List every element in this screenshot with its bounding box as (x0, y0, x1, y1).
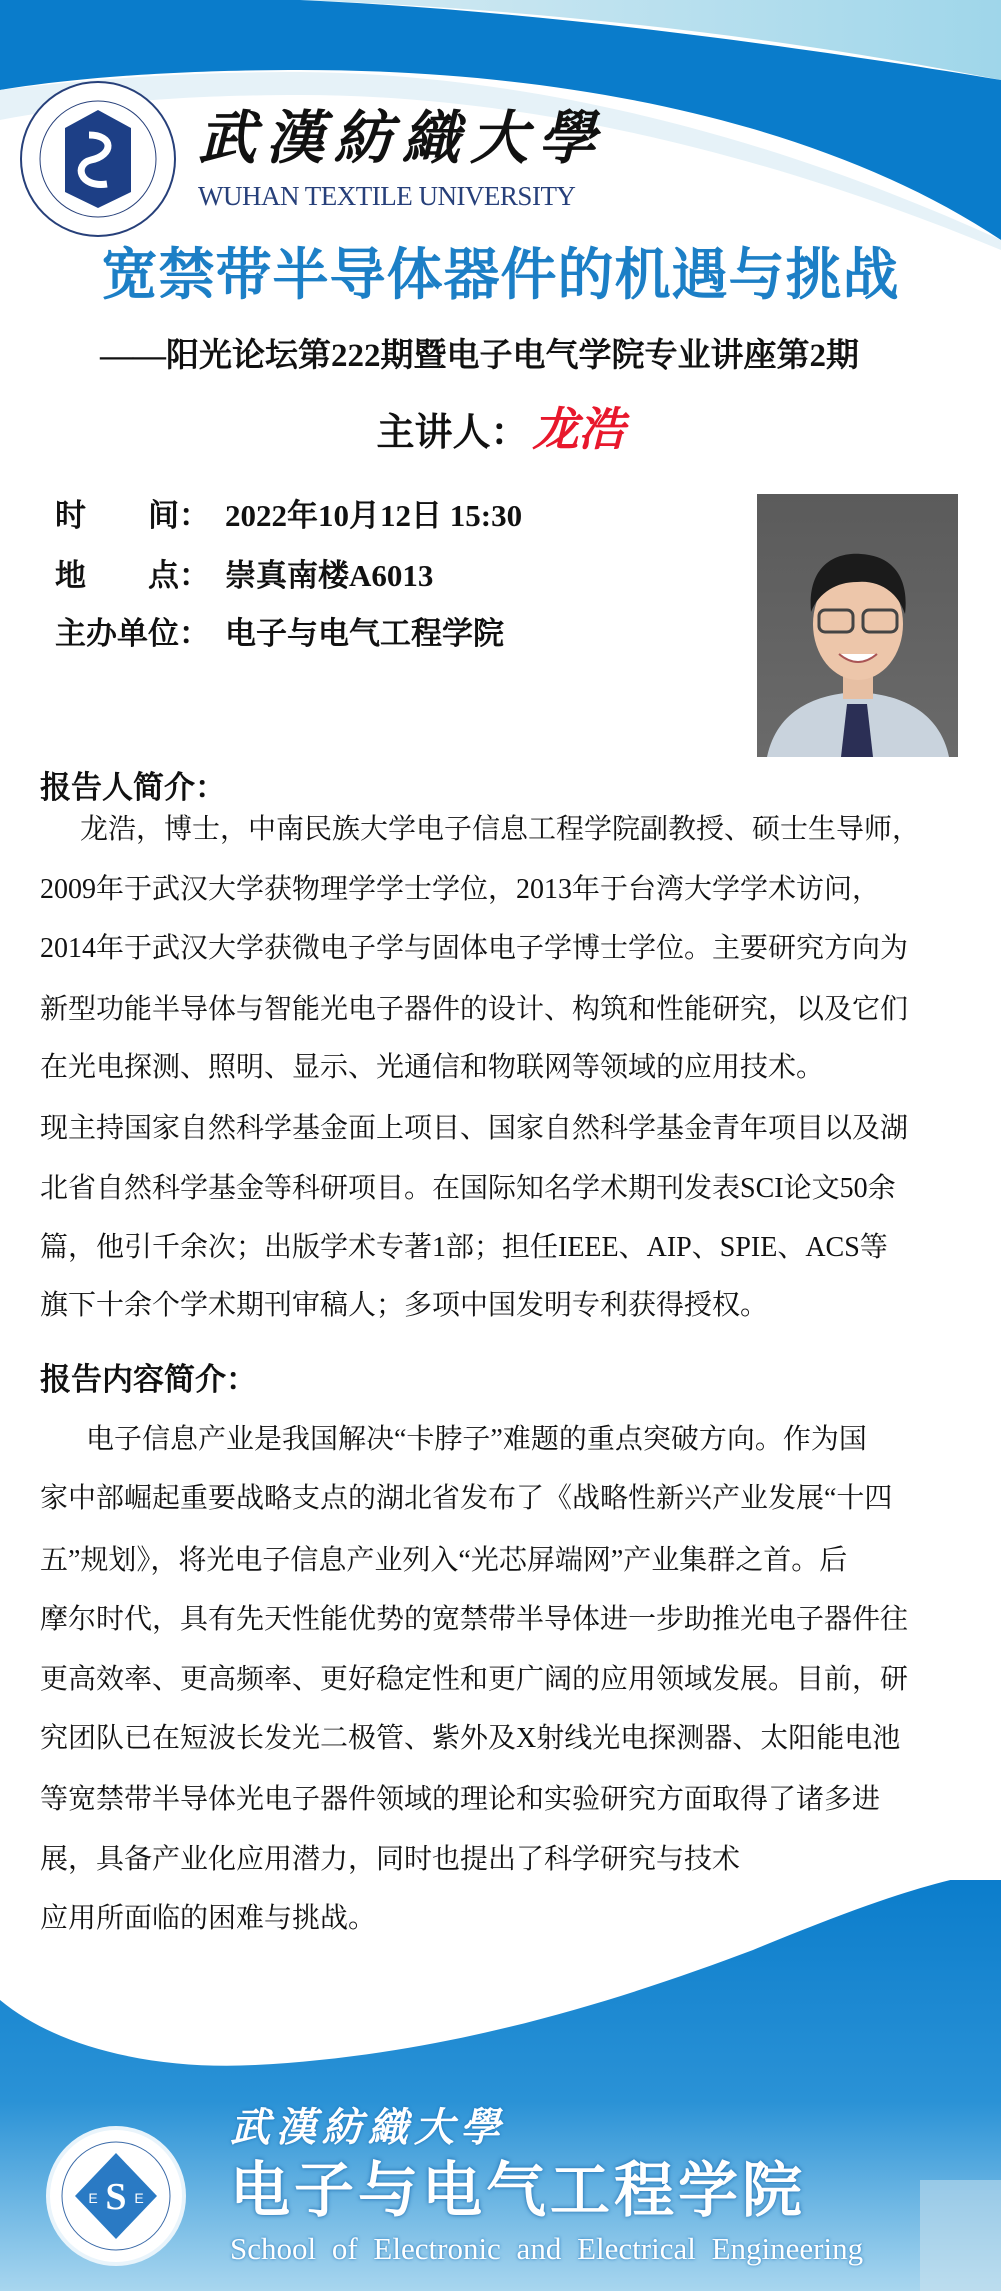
lecture-title: 宽禁带半导体器件的机遇与挑战 (101, 243, 900, 308)
abstract-line: 五”规划》，将光电子信息产业列入“光芯屏端网”产业集群之首。后 (40, 1545, 848, 1576)
abstract-line: 展，具备产业化应用潜力，同时也提出了科学研究与技术 (40, 1844, 741, 1875)
footer-university-calligraphy: 武漢紡織大學 (230, 2105, 506, 2150)
lecture-subtitle: ——阳光论坛第222期暨电子电气学院专业讲座第2期 (100, 338, 859, 374)
info-location (55, 556, 433, 596)
abstract-line: 应用所面临的困难与挑战。 (40, 1903, 377, 1934)
abstract-line: 更高效率、更高频率、更好稳定性和更广阔的应用领域发展。目前，研 (40, 1664, 909, 1695)
abstract-heading: 报告内容简介： (40, 1362, 257, 1397)
svg-text:S: S (105, 2176, 127, 2218)
bio-line: 在光电探测、照明、显示、光通信和物联网等领域的应用技术。 (40, 1052, 825, 1083)
abstract-line: 家中部崛起重要战略支点的湖北省发布了《战略性新兴产业发展“十四 (40, 1483, 893, 1514)
speaker-label: 主讲人： (376, 412, 529, 454)
bio-line: 新型功能半导体与智能光电子器件的设计、构筑和性能研究，以及它们 (40, 994, 909, 1025)
school-logo-icon (45, 2125, 187, 2267)
abstract-line: 摩尔时代，具有先天性能优势的宽禁带半导体进一步助推光电子器件往 (40, 1604, 909, 1635)
info-value: 2022年10月12日 15:30 (225, 498, 523, 533)
footer-school-name-english: School of Electronic and Electrical Engineering (230, 2231, 864, 2266)
info-key: 时 间： (55, 498, 210, 533)
university-name-calligraphy: 武漢紡織大學 (198, 106, 607, 171)
bio-line: 龙浩，博士，中南民族大学电子信息工程学院副教授、硕士生导师， (80, 814, 921, 845)
svg-text:E: E (88, 2190, 98, 2206)
abstract-line: 究团队已在短波长发光二极管、紫外及X射线光电探测器、太阳能电池 (40, 1723, 901, 1754)
abstract-line: 电子信息产业是我国解决“卡脖子”难题的重点突破方向。作为国 (86, 1424, 867, 1455)
info-value: 电子与电气工程学院 (225, 616, 504, 651)
university-seal-icon (19, 80, 177, 238)
speaker-photo (757, 494, 958, 757)
info-key: 主办单位： (55, 616, 210, 651)
footer-school-name: 电子与电气工程学院 (230, 2158, 806, 2224)
abstract-line: 等宽禁带半导体光电子器件领域的理论和实验研究方面取得了诸多进 (40, 1784, 881, 1815)
bio-heading: 报告人简介： (40, 770, 226, 805)
university-name-english: WUHAN TEXTILE UNIVERSITY (198, 181, 576, 211)
svg-text:E: E (134, 2190, 144, 2206)
speaker-line (0, 402, 1001, 461)
info-value: 崇真南楼A6013 (225, 558, 434, 593)
info-key: 地 点： (55, 558, 210, 593)
bio-line: 2009年于武汉大学获物理学学士学位，2013年于台湾大学学术访问， (40, 874, 881, 905)
info-organizer (55, 614, 504, 654)
bio-line: 2014年于武汉大学获微电子学与固体电子学博士学位。主要研究方向为 (40, 933, 909, 964)
info-time (55, 496, 522, 536)
bio-line: 旗下十余个学术期刊审稿人；多项中国发明专利获得授权。 (40, 1290, 769, 1321)
bio-line: 现主持国家自然科学基金面上项目、国家自然科学基金青年项目以及湖 (40, 1113, 909, 1144)
bio-line: 北省自然科学基金等科研项目。在国际知名学术期刊发表SCI论文50余 (40, 1173, 896, 1204)
bio-line: 篇，他引千余次；出版学术专著1部；担任IEEE、AIP、SPIE、ACS等 (40, 1232, 888, 1263)
speaker-name: 龙浩 (532, 404, 625, 455)
